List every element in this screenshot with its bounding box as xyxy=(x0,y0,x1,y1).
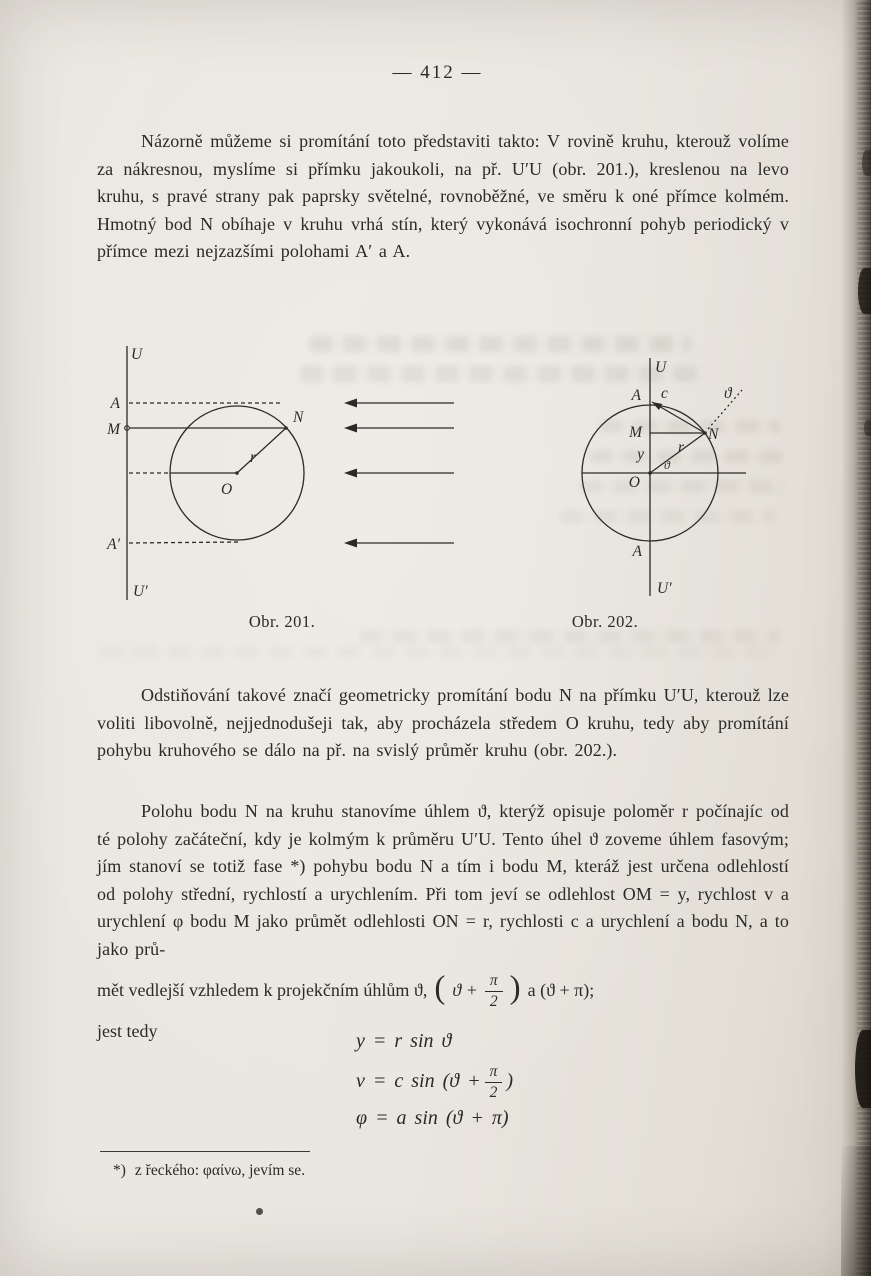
fraction-denominator: 2 xyxy=(489,993,498,1011)
label-A-bottom: A xyxy=(632,543,642,560)
label-r: r xyxy=(678,439,685,456)
equation-3-text: φ = a sin (ϑ + π) xyxy=(356,1107,509,1130)
arrowhead-icon xyxy=(344,469,357,478)
equation-3 xyxy=(356,1107,513,1130)
label-N: N xyxy=(293,409,304,426)
equation-1 xyxy=(356,1030,513,1053)
radius-r-line xyxy=(237,428,286,473)
label-U-prime: U′ xyxy=(657,580,672,597)
equation-2 xyxy=(356,1062,513,1100)
arrowhead-icon xyxy=(344,399,357,408)
equation-1-text: y = r sin ϑ xyxy=(356,1030,452,1052)
point-N xyxy=(703,431,707,435)
figure-201-caption: Obr. 201. xyxy=(248,612,316,631)
label-theta-ray: ϑ xyxy=(724,385,732,402)
edge-ink-blob xyxy=(858,268,871,314)
label-M: M xyxy=(629,424,642,441)
edge-ink-blob xyxy=(862,150,871,176)
math-theta-plus: ϑ + xyxy=(452,979,478,1000)
label-U: U xyxy=(655,359,667,376)
label-A-top: A xyxy=(631,387,641,404)
fraction-pi-over-2 xyxy=(485,972,503,1010)
label-N: N xyxy=(708,426,719,443)
point-O xyxy=(235,471,239,475)
point-N xyxy=(284,426,288,430)
figure-201-lines xyxy=(127,346,454,600)
paragraph-3-math-line xyxy=(97,971,797,1009)
open-paren: ( xyxy=(434,969,446,1006)
fraction-numerator: π xyxy=(485,1063,503,1083)
bleed-through-smudge xyxy=(100,646,780,658)
arrowhead-icon xyxy=(344,424,357,433)
label-U-prime: U′ xyxy=(133,583,148,600)
arrowhead-icon xyxy=(652,402,662,410)
figure-202 xyxy=(540,338,785,610)
footnote-marker: *) xyxy=(113,1162,126,1179)
math-line-text-pre: mět vedlejší vzhledem k projekčním úhlům ϑ, xyxy=(97,979,428,1000)
label-A-prime: A′ xyxy=(107,536,120,553)
label-theta-angle: ϑ xyxy=(664,458,670,472)
equation-2-pre: v = c sin (ϑ + xyxy=(356,1069,481,1092)
edge-ink-blob xyxy=(855,1030,871,1108)
label-U: U xyxy=(131,346,143,363)
equation-block xyxy=(356,1030,513,1139)
footnote xyxy=(113,1162,305,1180)
label-c: c xyxy=(661,385,668,402)
math-line-text-post: a (ϑ + π); xyxy=(527,979,595,1000)
label-y: y xyxy=(637,446,644,463)
corner-shadow xyxy=(841,1146,871,1276)
fraction-numerator: π xyxy=(485,972,503,992)
figure-202-caption: Obr. 202. xyxy=(571,612,639,631)
dashed-Aprime-level xyxy=(129,542,240,543)
paragraph-1: Názorně můžeme si promítání toto představiti takto: V rovině kruhu, kterouž volíme za nákresnou, myslíme si přímku jakoukoli, na př. U′U (obr. 201.), kreslenou na levo kruhu, s pravé strany pak paprsky světelné, rovnoběžné, ve směru k oné přímce kolmém. Hmotný bod N obíhaje v kruhu vrhá stín, který vykonává isochronní pohyb periodický v přímce mezi nejzazšími polohami A′ a A. xyxy=(97,131,789,261)
paragraph-3: Polohu bodu N na kruhu stanovíme úhlem ϑ, kterýž opisuje poloměr r počínajíc od té polohy začáteční, kdy je kolmým k průměru U′U. Tento úhel ϑ zoveme úhlem fasovým; jím stanoví se totiž fase *) pohybu bodu N a tím i bodu M, kteráž jest určena odlehlostí od polohy střední, rychlostí a urychlením. Při tom jeví se odlehlost OM = y, rychlost v a urychlení φ bodu M jako průmět odlehlosti ON = r, rychlosti c a urychlení a bodu N, a to jako prů- xyxy=(97,801,789,959)
label-O: O xyxy=(628,474,640,491)
equation-2-post: ) xyxy=(506,1069,513,1092)
point-O xyxy=(648,471,652,475)
paragraph-3-closing: jest tedy xyxy=(97,1021,158,1041)
footnote-text: z řeckého: φαίνω, jevím se. xyxy=(134,1162,306,1179)
fraction-pi-over-2 xyxy=(485,1063,503,1101)
edge-ink-blob xyxy=(864,420,871,436)
ink-dot xyxy=(256,1208,263,1215)
paragraph-2: Odstiňování takové značí geometricky promítání bodu N na přímku U′U, kterouž lze voliti libovolně, nejjednodušeji tak, aby procházela středem O kruhu, tedy aby promítání pohybu kruhového se dálo na př. na svislý průměr kruhu (obr. 202.). xyxy=(97,685,789,760)
label-M: M xyxy=(107,421,120,438)
footnote-rule xyxy=(100,1151,310,1152)
label-r: r xyxy=(250,449,257,466)
label-O: O xyxy=(221,481,233,498)
arrowhead-icon xyxy=(344,539,357,548)
fraction-denominator: 2 xyxy=(489,1084,498,1102)
close-paren: ) xyxy=(509,969,521,1006)
page-number: — 412 — xyxy=(392,62,483,83)
figure-201 xyxy=(92,338,472,610)
label-A: A xyxy=(110,395,120,412)
